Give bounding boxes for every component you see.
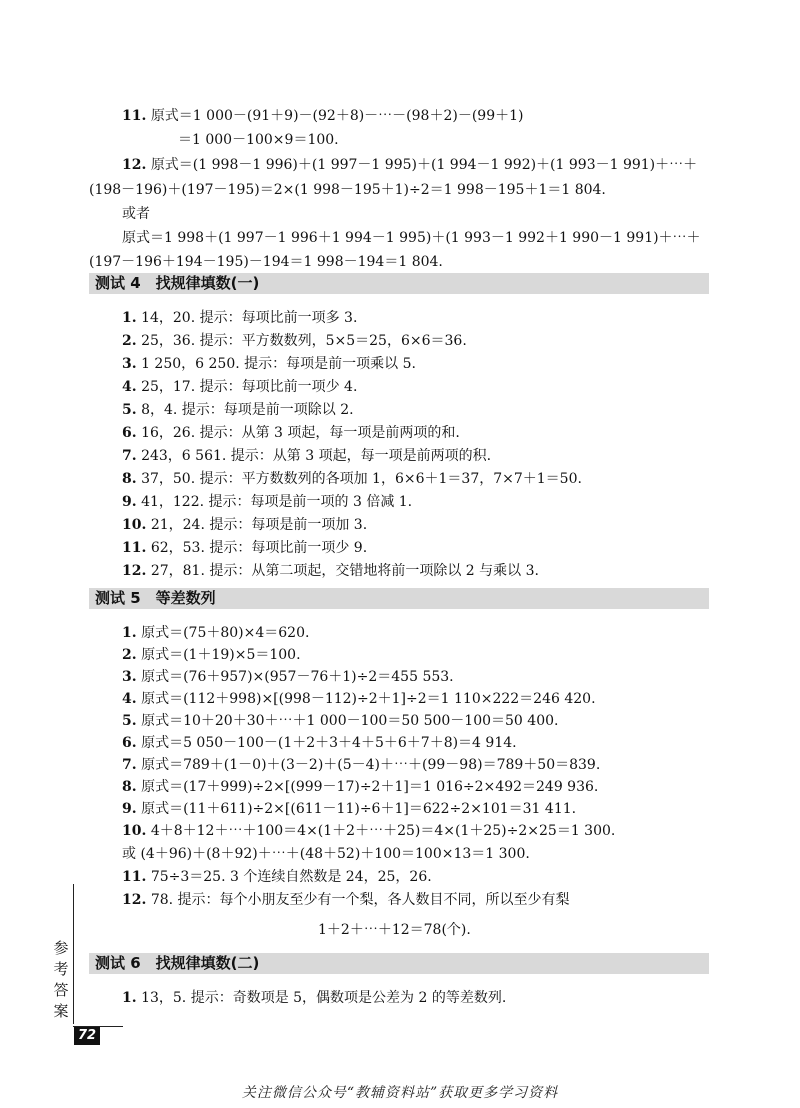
answer-line: 11. 原式＝1 000－(91＋9)－(92＋8)－⋯－(98＋2)－(99＋1) [122, 108, 524, 124]
section-header-test-5: 测试 5 等差数列 [89, 588, 709, 609]
answer-item: 4. 原式＝(112＋998)×[(998－112)÷2＋1]÷2＝1 110×222＝246 420. [122, 691, 596, 707]
answer-item: 6. 原式＝5 050－100－(1＋2＋3＋4＋5＋6＋7＋8)＝4 914. [122, 735, 517, 751]
section-header-test-6: 测试 6 找规律填数(二) [89, 953, 709, 974]
answer-item: 1. 14，20. 提示：每项比前一项多 3. [122, 310, 358, 326]
answer-item: 3. 1 250，6 250. 提示：每项是前一项乘以 5. [122, 356, 416, 372]
footer-note: 关注微信公众号“教辅资料站”获取更多学习资料 [241, 1085, 559, 1101]
page-number: 72 [74, 1027, 100, 1045]
answer-line: (198－196)＋(197－195)＝2×(1 998－195＋1)÷2＝1 998－195＋1＝1 804. [89, 182, 606, 198]
answer-item: 9. 41，122. 提示：每项是前一项的 3 倍减 1. [122, 494, 413, 510]
answer-item: 1. 原式＝(75＋80)×4＝620. [122, 625, 310, 641]
answer-item: 10. 21，24. 提示：每项是前一项加 3. [122, 517, 368, 533]
answer-item: 5. 8，4. 提示：每项是前一项除以 2. [122, 402, 354, 418]
answer-item: 或 (4＋96)＋(8＋92)＋⋯＋(48＋52)＋100＝100×13＝1 300. [122, 846, 530, 862]
answer-item: 2. 原式＝(1＋19)×5＝100. [122, 647, 301, 663]
answer-item: 9. 原式＝(11＋611)÷2×[(611－11)÷6＋1]＝622÷2×101＝31 411. [122, 801, 577, 817]
answer-item: 10. 4＋8＋12＋⋯＋100＝4×(1＋2＋⋯＋25)＝4×(1＋25)÷2×25＝1 300. [122, 823, 616, 839]
answer-item: 2. 25，36. 提示：平方数数列，5×5＝25，6×6＝36. [122, 333, 467, 349]
answer-item: 12. 27，81. 提示：从第二项起，交错地将前一项除以 2 与乘以 3. [122, 563, 539, 579]
answer-item: 3. 原式＝(76＋957)×(957－76＋1)÷2＝455 553. [122, 669, 454, 685]
answer-item: 7. 243，6 561. 提示：从第 3 项起，每一项是前两项的积. [122, 448, 492, 464]
answer-item: 12. 78. 提示：每个小朋友至少有一个梨，各人数目不同，所以至少有梨 [122, 892, 570, 908]
answer-item: 11. 62，53. 提示：每项比前一项少 9. [122, 540, 368, 556]
sidebar-label: 参 考 答 案 [53, 939, 69, 1020]
answer-formula: 1＋2＋⋯＋12＝78(个). [318, 922, 471, 938]
sidebar-rule [73, 884, 74, 1024]
answer-line: 或者 [122, 206, 150, 222]
section-header-test-4: 测试 4 找规律填数(一) [89, 273, 709, 294]
answer-line: 12. 原式＝(1 998－1 996)＋(1 997－1 995)＋(1 994－1 992)＋(1 993－1 991)＋⋯＋ [122, 157, 698, 173]
answer-item: 6. 16，26. 提示：从第 3 项起，每一项是前两项的和. [122, 425, 460, 441]
answer-item: 7. 原式＝789＋(1－0)＋(3－2)＋(5－4)＋⋯＋(99－98)＝789＋50＝839. [122, 757, 601, 773]
answer-item: 4. 25，17. 提示：每项比前一项少 4. [122, 379, 358, 395]
answer-item: 5. 原式＝10＋20＋30＋⋯＋1 000－100＝50 500－100＝50 400. [122, 713, 559, 729]
answer-line: 原式＝1 998＋(1 997－1 996＋1 994－1 995)＋(1 993－1 992＋1 990－1 991)＋⋯＋ [122, 230, 701, 246]
answer-line: ＝1 000－100×9＝100. [178, 132, 339, 148]
answer-item: 11. 75÷3＝25. 3 个连续自然数是 24，25，26. [122, 869, 432, 885]
answer-line: (197－196＋194－195)－194＝1 998－194＝1 804. [89, 254, 443, 270]
answer-item: 8. 原式＝(17＋999)÷2×[(999－17)÷2＋1]＝1 016÷2×492＝249 936. [122, 779, 599, 795]
answer-item: 8. 37，50. 提示：平方数数列的各项加 1，6×6＋1＝37，7×7＋1＝50. [122, 471, 582, 487]
answer-item: 1. 13，5. 提示：奇数项是 5，偶数项是公差为 2 的等差数列. [122, 990, 507, 1006]
